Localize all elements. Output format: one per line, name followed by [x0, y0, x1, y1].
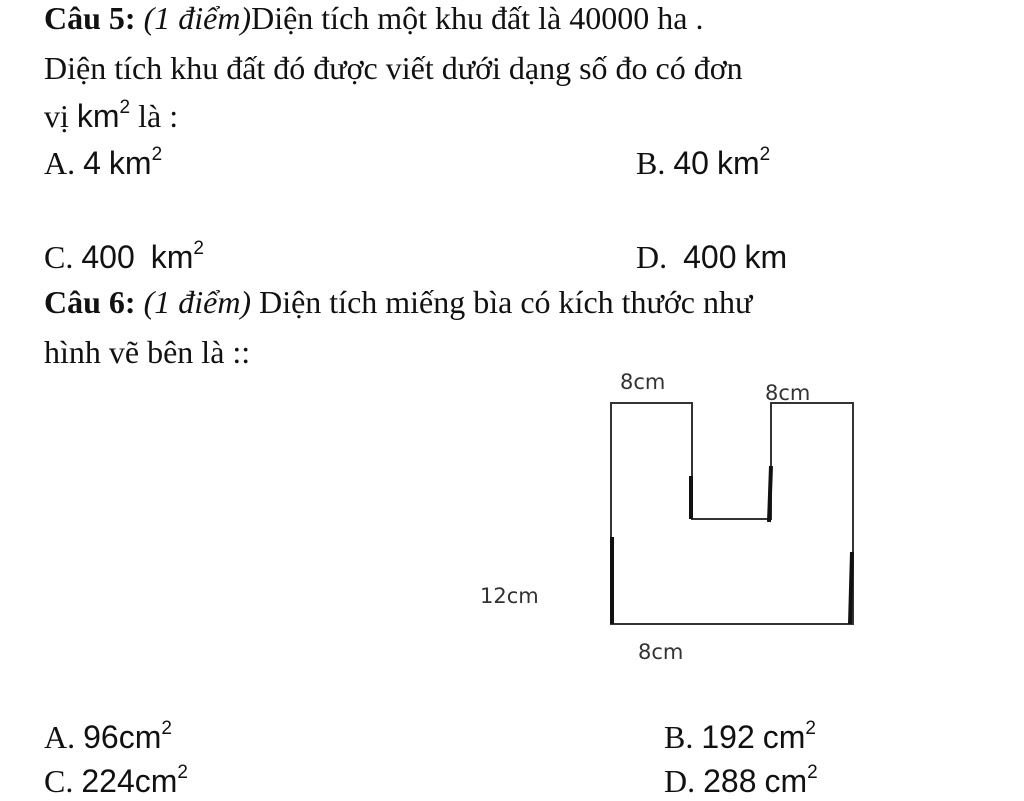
figure-outline: [611, 403, 853, 624]
q5-points: (1 điểm): [143, 0, 252, 36]
q6-option-d-unit: cm: [764, 763, 808, 799]
q6-option-d[interactable]: [664, 761, 818, 801]
q5-option-a-label: A.: [44, 145, 76, 181]
q5-option-d-label: D.: [636, 239, 668, 275]
q5-text-2: Diện tích khu đất đó được viết dưới dạng số đo có đơn: [44, 50, 743, 86]
q5-text-1: Diện tích một khu đất là 40000 ha .: [251, 0, 704, 36]
q6-option-c[interactable]: [44, 761, 188, 801]
q6-option-a-exp: 2: [161, 718, 172, 740]
q5-option-c-value: 400: [81, 239, 135, 275]
q5-option-a-exp: 2: [151, 144, 163, 166]
q5-option-b-value: 40: [673, 145, 709, 181]
q6-option-d-exp: 2: [807, 762, 818, 784]
figure-label-bottom: 8cm: [638, 640, 684, 664]
q6-number: Câu 6:: [44, 284, 136, 320]
figure-label-left: 12cm: [480, 584, 539, 608]
q6-option-a-label: A.: [44, 719, 76, 755]
q5-text-3-prefix: vị: [44, 98, 69, 134]
q5-option-b-label: B.: [636, 145, 666, 181]
q6-option-b-label: B.: [664, 719, 694, 755]
q6-text-2: hình vẽ bên là ::: [44, 334, 251, 370]
q6-option-d-value: 288: [703, 763, 757, 799]
q6-text-1: Diện tích miếng bìa có kích thước như: [259, 284, 753, 320]
q5-option-c-exp: 2: [193, 238, 204, 260]
q5-option-d-unit: km: [744, 239, 788, 275]
q5-text-3-suffix: là :: [138, 98, 179, 134]
q5-option-a-value: 4: [83, 145, 101, 181]
q6-option-d-label: D.: [664, 763, 696, 799]
figure-mark-right: [850, 552, 852, 624]
figure-label-top-right: 8cm: [765, 381, 811, 405]
q6-option-b-exp: 2: [805, 718, 816, 740]
q5-option-c-label: C.: [44, 239, 74, 275]
q5-unit-exp: 2: [119, 97, 131, 119]
q6-option-b-unit: cm: [762, 719, 806, 755]
q6-option-b-value: 192: [701, 719, 755, 755]
q6-points: (1 điểm): [143, 284, 252, 320]
q5-option-a-unit: km: [108, 145, 152, 181]
q5-option-b-exp: 2: [759, 144, 771, 166]
q6-option-c-label: C.: [44, 763, 74, 799]
figure-label-top-left: 8cm: [620, 370, 666, 394]
q5-option-b-unit: km: [716, 145, 760, 181]
q5-option-d-value: 400: [683, 239, 737, 275]
q5-unit: km: [76, 98, 120, 134]
q6-option-c-exp: 2: [177, 762, 188, 784]
q6-option-b[interactable]: [664, 717, 816, 757]
q6-option-a-value: 96cm: [83, 719, 162, 755]
figure-mark-notch-right: [769, 466, 771, 522]
q5-number: Câu 5:: [44, 0, 136, 36]
q6-option-c-value: 224cm: [81, 763, 178, 799]
q6-option-a[interactable]: [44, 717, 172, 757]
q5-option-c-unit: km: [150, 239, 194, 275]
